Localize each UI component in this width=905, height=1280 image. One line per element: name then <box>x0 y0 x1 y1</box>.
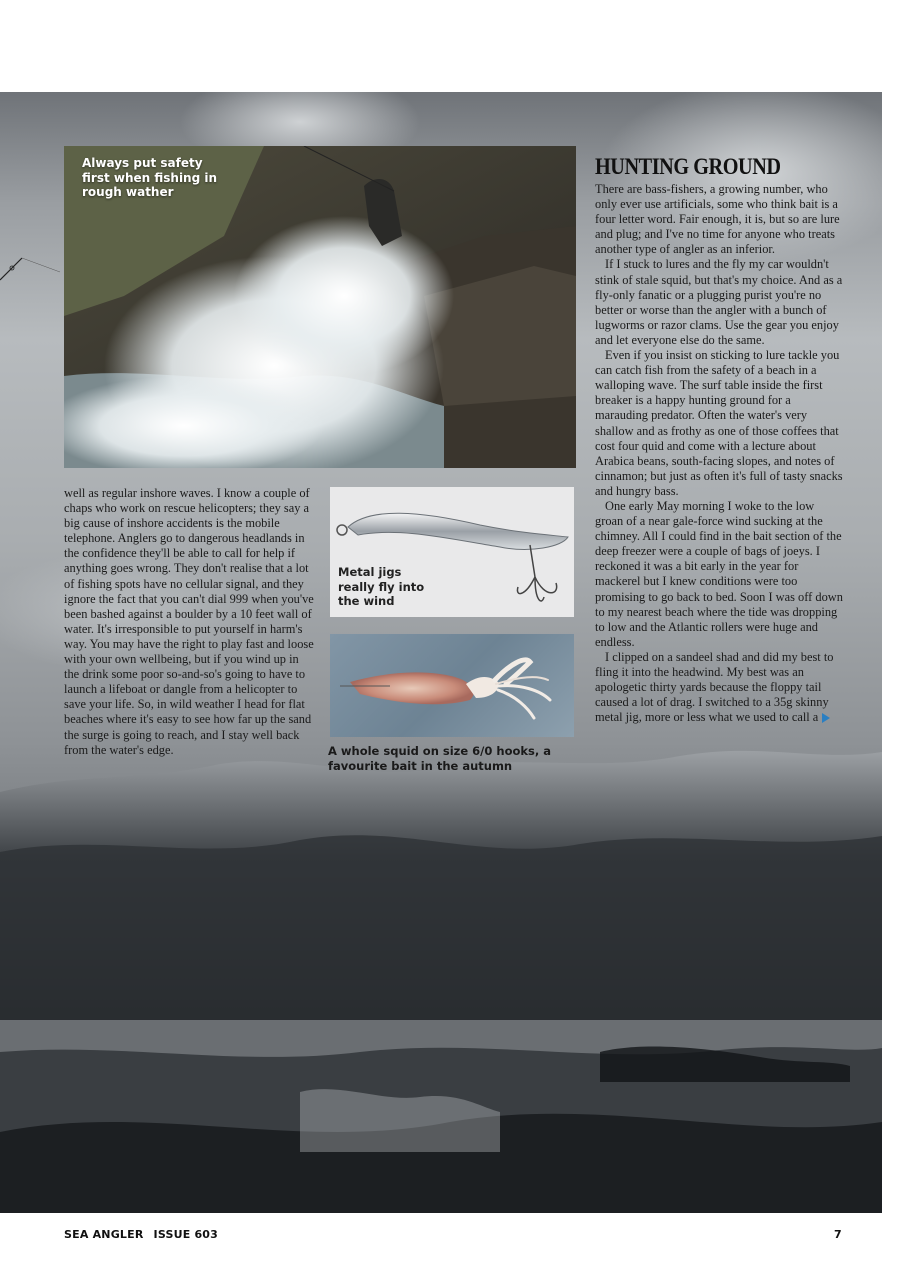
main-photo-caption: Always put safety first when fishing in rough wather <box>82 156 218 199</box>
paragraph-last <box>595 650 843 725</box>
continue-arrow-icon[interactable] <box>822 713 830 723</box>
page-number: 7 <box>834 1228 842 1241</box>
jig-photo-caption: Metal jigs really fly into the wind <box>338 565 425 608</box>
article-left-column <box>64 486 314 758</box>
footer-publication <box>64 1228 228 1241</box>
article-headline: HUNTING GROUND <box>595 154 781 179</box>
article-right-column <box>595 182 843 725</box>
paragraph-text: I clipped on a sandeel shad and did my best to fling it into the headwind. My best was an apologetic thirty yards because the floppy tail caused a lot of drag. I switched to a 35g skinny metal jig, more or less what we used to call a <box>595 649 834 725</box>
rod-tip-graphic <box>0 250 60 290</box>
magazine-name: SEA ANGLER <box>64 1228 144 1241</box>
issue-number: ISSUE 603 <box>153 1228 219 1241</box>
paragraph: One early May morning I woke to the low groan of a near gale-force wind sucking at the chimney. All I could find in the bait section of the deep freezer were a couple of bags of joeys. I reckoned it was a bit early in the year for mackerel but I knew conditions were too promising to go back to bed. Soon I was off down to my nearest beach where the tide was dropping to low and the Atlantic rollers were huge and endless. <box>595 498 843 649</box>
squid-photo-caption: A whole squid on size 6/0 hooks, a favourite bait in the autumn <box>328 744 551 773</box>
paragraph: well as regular inshore waves. I know a couple of chaps who work on rescue helicopters; they say a big cause of inshore accidents is the mobile telephone. Anglers go to dangerous headlands in the confidence they'll be able to call for help if anything goes wrong. They don't realise that a lot of fishing spots have no cellular signal, and they ignore the fact that you can't dial 999 when you've been bashed against a boulder by a 10 feet wall of water. It's irresponsible to put yourself in harm's way. You may have the right to play fast and loose with your own wellbeing, but if you wind up in the drink some poor so-and-so's going to have to launch a lifeboat or dangle from a helicopter to save your life. So, in wild weather I head for flat beaches where it's easy to see how far up the sand the surge is going to reach, and I stay well back from the water's edge. <box>64 486 314 757</box>
squid-bait-photo <box>330 634 574 737</box>
paragraph: There are bass-fishers, a growing number, who only ever use artificials, some who think bait is a four letter word. Fair enough, it is, but so are lure and plug; and I've no time for anyone who treats another type of angler as an inferior. <box>595 182 840 257</box>
metal-jig-photo <box>330 487 574 617</box>
paragraph: If I stuck to lures and the fly my car wouldn't stink of stale squid, but that's my choice. And as a fly-only fanatic or a plugging purist you're no better or worse than the angler with a bunch of lugworms or razor clams. Use the gear you enjoy and let everyone else do the same. <box>595 257 843 347</box>
paragraph: Even if you insist on sticking to lure tackle you can catch fish from the safety of a beach in a walloping wave. The surf table inside the first breaker is a happy hunting ground for a marauding predator. Often the water's very shallow and as frothy as one of those coffees that cost four quid and come with a lecture about Arabica beans, south-facing slopes, and notes of cinnamon; but just as often it's full of tasty snacks and hungry bass. <box>595 348 843 498</box>
